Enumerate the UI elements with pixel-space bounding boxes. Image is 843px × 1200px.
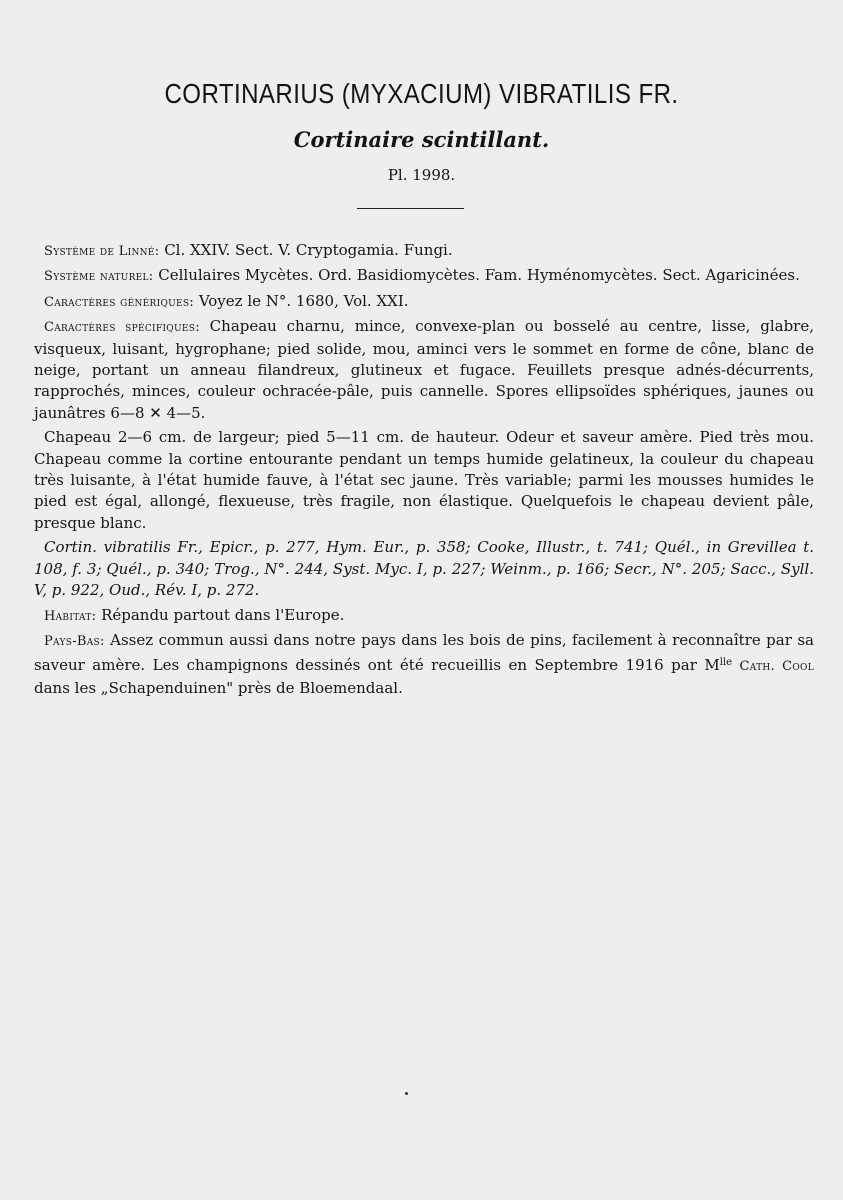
linne-paragraph <box>34 240 814 262</box>
naturel-label: Système naturel: <box>44 269 154 285</box>
paysbas-label: Pays-Bas: <box>44 633 105 649</box>
page-speck <box>405 1092 408 1095</box>
specifiques-label: Caractères spécifiques: <box>44 320 200 336</box>
specifiques-text: Chapeau charnu, mince, convexe-plan ou bosselé au centre, lisse, glabre, visqueux, luisant, hygrophane; pied solide, mou, aminci vers le sommet en forme de cône, blanc de neige, portant un anneau filandreux, glutineux et fugace. Feuillets presque adnés-décurrents, rapprochés, minces, couleur ochracée-pâle, puis cannelle. Spores ellipsoïdes sphériques, jaunes ou jaunâtres 6—8 ✕ 4—5. <box>34 317 814 422</box>
paysbas-text-1: Assez commun aussi dans notre pays dans les bois de pins, facilement à reconnaître par sa saveur amère. Les champignons dessinés ont été recueillis en Septembre 1916 par M <box>34 630 814 675</box>
plate-number: Pl. 1998. <box>387 166 456 184</box>
generiques-label: Caractères génériques: <box>44 294 195 310</box>
generiques-paragraph <box>34 291 814 313</box>
title-divider <box>357 208 464 209</box>
linne-label: Système de Linné: <box>44 244 160 259</box>
collector-name: Cath. Cool <box>739 659 814 675</box>
page-subtitle: Cortinaire scintillant. <box>293 127 550 152</box>
page-title: CORTINARIUS (MYXACIUM) VIBRATILIS FR. <box>164 78 679 109</box>
paysbas-superscript: lle <box>719 657 733 669</box>
naturel-text: Cellulaires Mycètes. Ord. Basidiomycètes. Fam. Hyménomycètes. Sect. Agaricinées. <box>153 266 800 285</box>
habitat-text: Répandu partout dans l'Europe. <box>96 605 345 624</box>
paysbas-paragraph <box>34 630 814 699</box>
paysbas-text-2: dans les „Schapenduinen" près de Bloemendaal. <box>34 678 403 697</box>
specifiques-paragraph <box>34 316 814 424</box>
generiques-text: Voyez le N°. 1680, Vol. XXI. <box>194 291 409 310</box>
habitat-paragraph <box>34 605 814 627</box>
description-paragraph: Chapeau 2—6 cm. de largeur; pied 5—11 cm. de hauteur. Odeur et saveur amère. Pied très mou. Chapeau comme la cortine entourante pendant un temps humide gelatineux, la couleur du chapeau très luisante, à l'état humide fauve, à l'état sec jaune. Très variable; parmi les mousses humides le pied est égal, allongé, flexueuse, très fragile, non élastique. Quelquefois le chapeau devient pâle, presque blanc. <box>34 428 814 532</box>
document-body <box>34 240 814 702</box>
linne-text: Cl. XXIV. Sect. V. Cryptogamia. Fungi. <box>159 241 453 259</box>
references-paragraph: Cortin. vibratilis Fr., Epicr., p. 277, Hym. Eur., p. 358; Cooke, Illustr., t. 741; Quél., in Grevillea t. 108, f. 3; Quél., p. 340; Trog., N°. 244, Syst. Myc. I, p. 227; Weinm., p. 166; Secr., N°. 205; Sacc., Syll. V, p. 922, Oud., Rév. I, p. 272. <box>34 538 814 600</box>
habitat-label: Habitat: <box>44 608 97 624</box>
naturel-paragraph <box>34 265 814 287</box>
